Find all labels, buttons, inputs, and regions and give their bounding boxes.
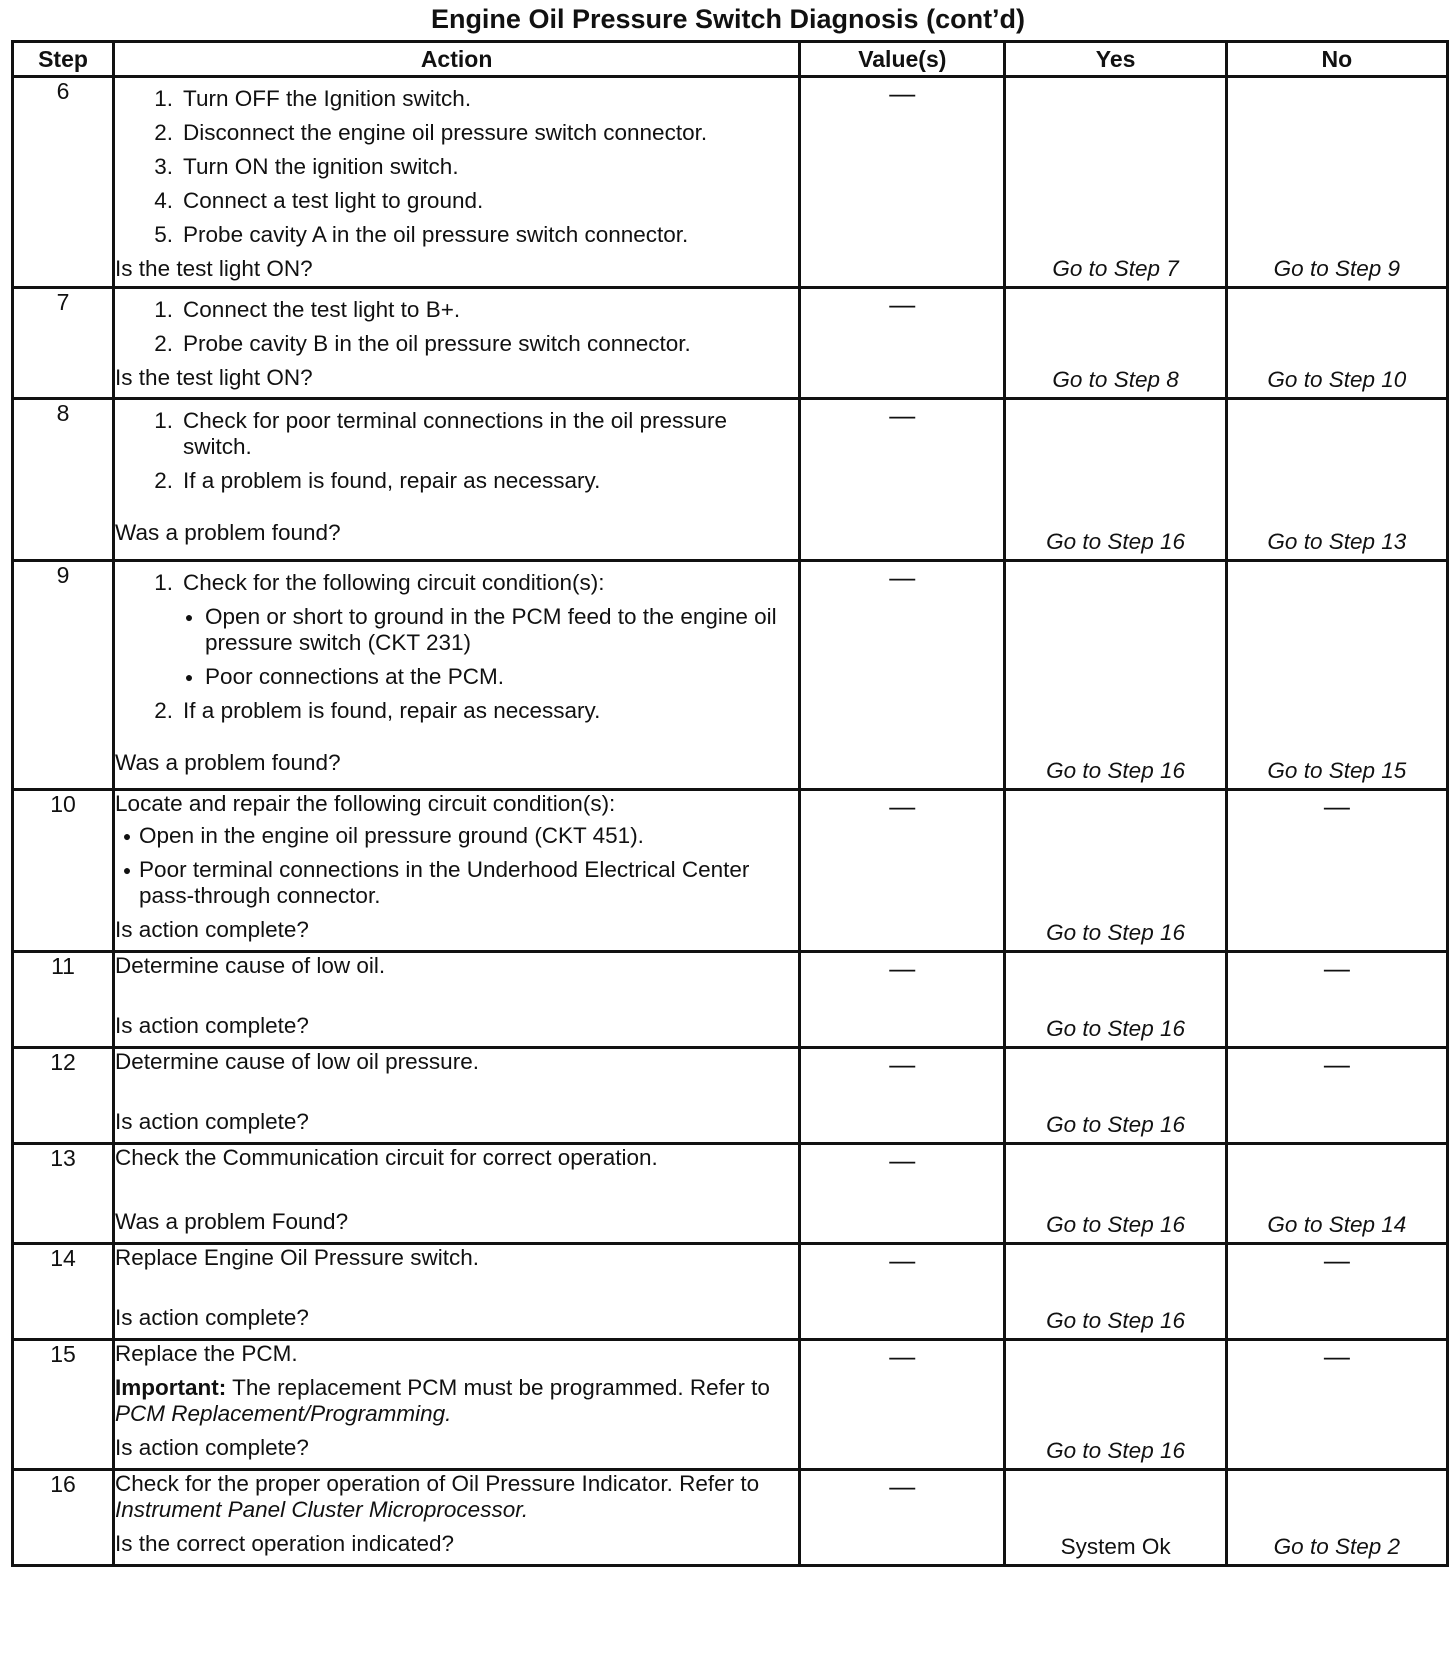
yes-cell bbox=[1005, 1244, 1226, 1340]
yes-goto: Go to Step 16 bbox=[1046, 529, 1185, 554]
yes-goto: Go to Step 16 bbox=[1046, 1112, 1185, 1137]
yes-cell bbox=[1005, 1340, 1226, 1470]
no-cell bbox=[1226, 288, 1447, 399]
no-goto: Go to Step 14 bbox=[1267, 1212, 1407, 1237]
list-item: 2. If a problem is found, repair as necessary. bbox=[154, 468, 601, 493]
table-row-step-7 bbox=[13, 288, 1448, 399]
value-cell: — bbox=[800, 399, 1005, 561]
action-cell bbox=[114, 561, 800, 790]
yes-cell bbox=[1005, 1048, 1226, 1144]
value-cell: — bbox=[800, 1144, 1005, 1244]
value-cell: — bbox=[800, 1048, 1005, 1144]
yes-goto: Go to Step 16 bbox=[1046, 1308, 1185, 1333]
step-number: 7 bbox=[13, 288, 114, 399]
list-item: 2. Probe cavity B in the oil pressure switch connector. bbox=[154, 331, 691, 356]
header-step: Step bbox=[13, 42, 114, 77]
question-text: Is the test light ON? bbox=[115, 365, 313, 390]
yes-goto: Go to Step 16 bbox=[1046, 1016, 1185, 1041]
step-number: 10 bbox=[13, 790, 114, 952]
no-cell bbox=[1226, 561, 1447, 790]
question-text: Was a problem found? bbox=[115, 520, 341, 545]
diagnosis-table bbox=[11, 40, 1449, 1567]
list-item: 2. If a problem is found, repair as necessary. bbox=[154, 698, 601, 723]
list-item: 1. Check for poor terminal connections in the oil pressure switch. bbox=[154, 408, 728, 459]
table-row-step-8 bbox=[13, 399, 1448, 561]
action-text: Determine cause of low oil. bbox=[115, 953, 386, 978]
question-text: Was a problem Found? bbox=[115, 1209, 349, 1234]
table-row-step-14 bbox=[13, 1244, 1448, 1340]
action-cell bbox=[114, 399, 800, 561]
no-goto: Go to Step 15 bbox=[1267, 758, 1407, 783]
page-title: Engine Oil Pressure Switch Diagnosis (cont’d) bbox=[430, 4, 1026, 34]
action-cell bbox=[114, 1144, 800, 1244]
no-cell: — bbox=[1226, 1340, 1447, 1470]
action-cell bbox=[114, 1470, 800, 1566]
list-item: 1. Connect the test light to B+. bbox=[154, 297, 461, 322]
yes-cell bbox=[1005, 288, 1226, 399]
value-cell: — bbox=[800, 288, 1005, 399]
no-cell bbox=[1226, 1470, 1447, 1566]
table-row-step-6 bbox=[13, 77, 1448, 288]
no-cell: — bbox=[1226, 790, 1447, 952]
action-text: Check the Communication circuit for correct operation. bbox=[115, 1145, 658, 1170]
header-values: Value(s) bbox=[800, 42, 1005, 77]
question-text: Is action complete? bbox=[115, 1435, 309, 1460]
table-row-step-9 bbox=[13, 561, 1448, 790]
no-cell: — bbox=[1226, 1048, 1447, 1144]
yes-cell bbox=[1005, 77, 1226, 288]
list-item: 1. Turn OFF the Ignition switch. bbox=[154, 86, 472, 111]
list-item: 5. Probe cavity A in the oil pressure switch connector. bbox=[154, 222, 689, 247]
yes-goto: Go to Step 7 bbox=[1052, 256, 1179, 281]
bullet-item: ● Open in the engine oil pressure ground (CKT 451). bbox=[122, 823, 644, 848]
yes-cell bbox=[1005, 1470, 1226, 1566]
header-row bbox=[13, 42, 1448, 77]
action-cell bbox=[114, 1048, 800, 1144]
question-text: Is the test light ON? bbox=[115, 256, 313, 281]
yes-cell bbox=[1005, 399, 1226, 561]
value-cell: — bbox=[800, 1470, 1005, 1566]
step-number: 11 bbox=[13, 952, 114, 1048]
no-goto: Go to Step 9 bbox=[1273, 256, 1401, 281]
question-text: Is action complete? bbox=[115, 1013, 309, 1038]
question-text: Is action complete? bbox=[115, 917, 309, 942]
list-item: 4. Connect a test light to ground. bbox=[154, 188, 484, 213]
header-action: Action bbox=[114, 42, 800, 77]
action-text: Replace the PCM. bbox=[115, 1341, 298, 1366]
yes-result: System Ok bbox=[1060, 1534, 1171, 1559]
value-cell: — bbox=[800, 561, 1005, 790]
action-cell bbox=[114, 952, 800, 1048]
table-row-step-15 bbox=[13, 1340, 1448, 1470]
list-item: 1. Check for the following circuit condition(s): bbox=[154, 570, 605, 595]
yes-cell bbox=[1005, 1144, 1226, 1244]
action-text: Replace Engine Oil Pressure switch. bbox=[115, 1245, 479, 1270]
sub-bullet-item: ● Open or short to ground in the PCM feed to the engine oil pressure switch (CKT 231) bbox=[184, 604, 777, 655]
step-number: 9 bbox=[13, 561, 114, 790]
value-cell: — bbox=[800, 77, 1005, 288]
question-text: Is action complete? bbox=[115, 1305, 309, 1330]
table-row-step-12 bbox=[13, 1048, 1448, 1144]
yes-cell bbox=[1005, 561, 1226, 790]
no-goto: Go to Step 13 bbox=[1267, 529, 1407, 554]
value-cell: — bbox=[800, 790, 1005, 952]
no-cell: — bbox=[1226, 1244, 1447, 1340]
yes-goto: Go to Step 16 bbox=[1046, 758, 1185, 783]
yes-goto: Go to Step 16 bbox=[1046, 920, 1185, 945]
no-goto: Go to Step 10 bbox=[1267, 367, 1407, 392]
action-text: Check for the proper operation of Oil Pressure Indicator. Refer to Instrument Panel Cluster Microprocessor. bbox=[115, 1471, 760, 1522]
action-cell bbox=[114, 790, 800, 952]
no-cell bbox=[1226, 77, 1447, 288]
header-no: No bbox=[1226, 42, 1447, 77]
no-cell: — bbox=[1226, 952, 1447, 1048]
list-item: 2. Disconnect the engine oil pressure switch connector. bbox=[154, 120, 708, 145]
step-number: 15 bbox=[13, 1340, 114, 1470]
yes-goto: Go to Step 8 bbox=[1052, 367, 1179, 392]
step-number: 6 bbox=[13, 77, 114, 288]
question-text: Was a problem found? bbox=[115, 750, 341, 775]
value-cell: — bbox=[800, 1244, 1005, 1340]
step-number: 12 bbox=[13, 1048, 114, 1144]
action-cell bbox=[114, 288, 800, 399]
no-goto: Go to Step 2 bbox=[1273, 1534, 1401, 1559]
yes-goto: Go to Step 16 bbox=[1046, 1438, 1185, 1463]
action-text: Determine cause of low oil pressure. bbox=[115, 1049, 479, 1074]
action-cell bbox=[114, 77, 800, 288]
action-cell bbox=[114, 1244, 800, 1340]
bullet-item: ● Poor terminal connections in the Underhood Electrical Center pass-through connector. bbox=[122, 857, 750, 908]
action-cell bbox=[114, 1340, 800, 1470]
yes-cell bbox=[1005, 952, 1226, 1048]
step-number: 14 bbox=[13, 1244, 114, 1340]
step-number: 13 bbox=[13, 1144, 114, 1244]
no-cell bbox=[1226, 1144, 1447, 1244]
step-number: 16 bbox=[13, 1470, 114, 1566]
table-row-step-16 bbox=[13, 1470, 1448, 1566]
header-yes: Yes bbox=[1005, 42, 1226, 77]
list-item: 3. Turn ON the ignition switch. bbox=[154, 154, 459, 179]
value-cell: — bbox=[800, 952, 1005, 1048]
step-number: 8 bbox=[13, 399, 114, 561]
table-row-step-13 bbox=[13, 1144, 1448, 1244]
table-row-step-11 bbox=[13, 952, 1448, 1048]
sub-bullet-item: ● Poor connections at the PCM. bbox=[184, 664, 504, 689]
question-text: Is action complete? bbox=[115, 1109, 309, 1134]
question-text: Is the correct operation indicated? bbox=[115, 1531, 454, 1556]
important-note: Important: The replacement PCM must be programmed. Refer to PCM Replacement/Programming. bbox=[115, 1375, 770, 1426]
intro-text: Locate and repair the following circuit condition(s): bbox=[115, 791, 616, 816]
table-row-step-10 bbox=[13, 790, 1448, 952]
value-cell: — bbox=[800, 1340, 1005, 1470]
yes-goto: Go to Step 16 bbox=[1046, 1212, 1185, 1237]
no-cell bbox=[1226, 399, 1447, 561]
yes-cell bbox=[1005, 790, 1226, 952]
